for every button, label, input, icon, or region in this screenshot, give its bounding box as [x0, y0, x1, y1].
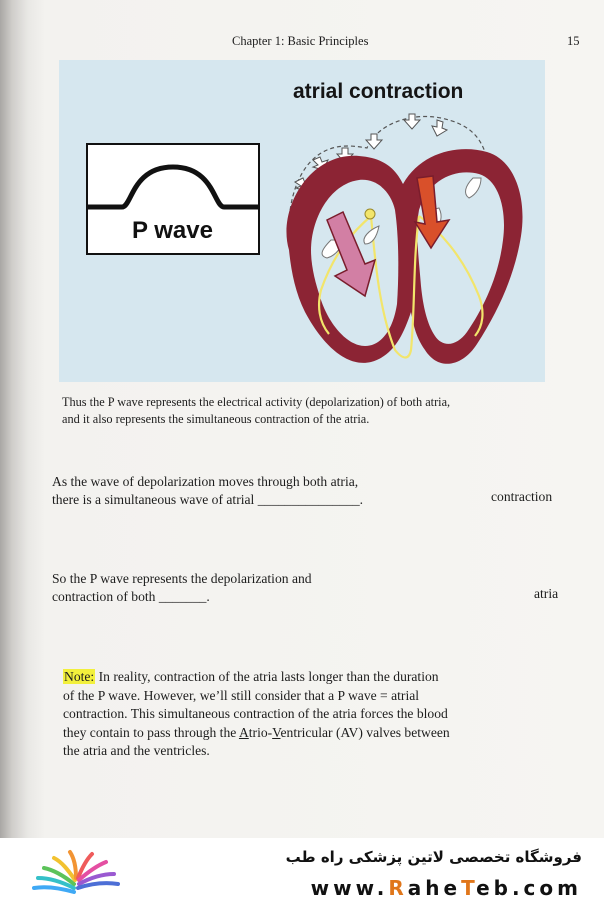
- note-text: trio-: [248, 724, 273, 740]
- note-text: the atria and the ventricles.: [63, 743, 210, 758]
- sa-node: [365, 209, 375, 219]
- note-underlined-a: A: [238, 724, 249, 740]
- note-text: of the P wave. However, we’ll still consider that a P wave = atrial: [63, 687, 420, 703]
- note-underlined-v: V: [272, 724, 281, 740]
- site-url-part: T: [461, 876, 477, 900]
- note-paragraph: [63, 668, 563, 761]
- note-text: contraction. This simultaneous contraction of the atria forces the blood: [63, 706, 448, 721]
- question-1: [52, 473, 432, 509]
- page-header: [0, 34, 604, 50]
- atrial-contraction-figure: [59, 60, 545, 382]
- answer-2: atria: [534, 586, 559, 601]
- site-url-part: eb.com: [476, 876, 582, 900]
- note-text: they contain to pass through the: [63, 724, 239, 740]
- page-number: 15: [567, 34, 580, 48]
- figure-caption: [62, 394, 542, 428]
- answer-1: contraction: [491, 489, 553, 504]
- question-2: [52, 570, 432, 606]
- site-url-part: R: [388, 876, 408, 900]
- caption-line: and it also represents the simultaneous contraction of the atria.: [62, 412, 370, 426]
- caption-line: Thus the P wave represents the electrical activity (depolarization) of both atria,: [62, 395, 451, 409]
- chapter-title: Chapter 1: Basic Principles: [232, 34, 369, 48]
- p-wave-label: P wave: [132, 217, 213, 244]
- wave-arrow: [432, 120, 447, 136]
- note-label: Note:: [64, 669, 95, 684]
- wave-arrow: [366, 134, 382, 149]
- note-text: entricular (AV) valves between: [280, 724, 450, 740]
- shop-name: فروشگاه تخصصی لاتین پزشکی راه طب: [285, 848, 582, 866]
- watermark-footer: [0, 838, 604, 906]
- book-logo-icon: [30, 848, 122, 898]
- question-line: So the P wave represents the depolarization and: [52, 571, 312, 586]
- question-line: As the wave of depolarization moves through both atria,: [52, 474, 359, 489]
- p-wave-box: [86, 143, 260, 255]
- site-url-part: www.: [310, 876, 389, 900]
- site-url: [311, 876, 582, 900]
- p-wave-curve: [88, 167, 258, 207]
- note-text: In reality, contraction of the atria lasts longer than the duration: [95, 669, 439, 684]
- question-line: contraction of both _______.: [52, 589, 210, 604]
- question-line: there is a simultaneous wave of atrial _______________.: [52, 492, 364, 507]
- site-url-part: ahe: [407, 876, 462, 900]
- figure-title: atrial contraction: [293, 80, 464, 103]
